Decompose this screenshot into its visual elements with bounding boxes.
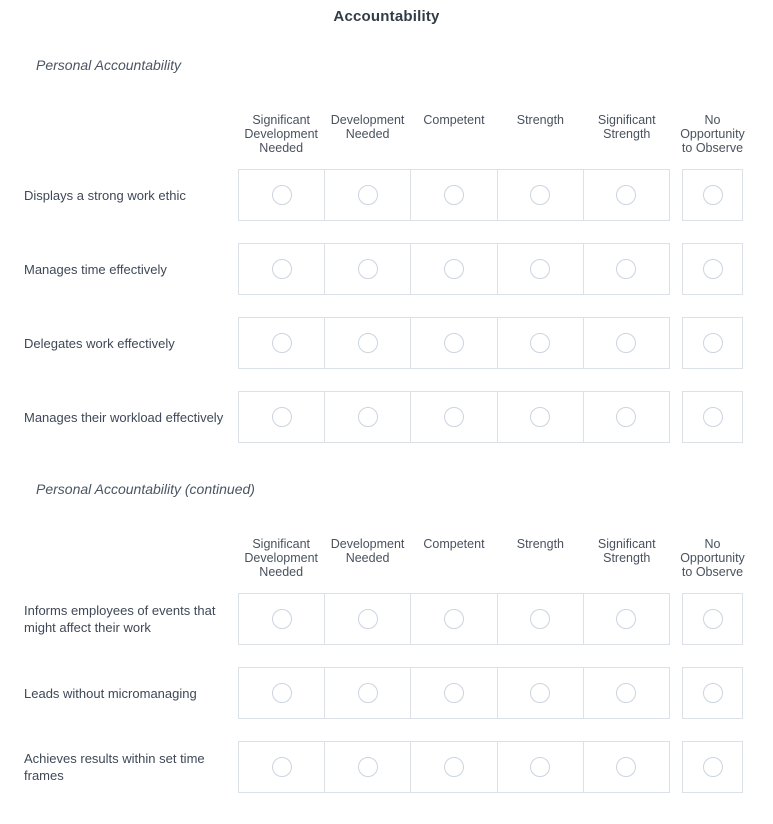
rating-cell-significant-development-needed[interactable] (239, 742, 324, 792)
radio-button[interactable] (616, 185, 636, 205)
rating-cell-development-needed[interactable] (324, 318, 410, 368)
section-heading: Personal Accountability (36, 57, 182, 73)
row-label: Achieves results within set time frames (24, 751, 205, 783)
radio-button[interactable] (272, 609, 292, 629)
radio-button[interactable] (616, 259, 636, 279)
page-title: Accountability (333, 8, 440, 25)
rating-cell-no-opportunity-to-observe[interactable] (682, 667, 743, 719)
rating-cell-group (238, 169, 670, 221)
column-header-competent: Competent (423, 537, 485, 551)
radio-button[interactable] (358, 185, 378, 205)
rating-cell-no-opportunity-to-observe[interactable] (682, 169, 743, 221)
radio-button[interactable] (703, 185, 723, 205)
radio-button[interactable] (272, 683, 292, 703)
rating-cell-significant-development-needed[interactable] (239, 318, 324, 368)
column-header-strength: Strength (516, 537, 564, 551)
matrix-row (0, 593, 773, 645)
radio-button[interactable] (616, 407, 636, 427)
column-header-significant-development-needed: Significant Development Needed (244, 113, 319, 155)
matrix-row (0, 391, 773, 443)
section-personal-accountability-continued (0, 481, 773, 793)
row-label: Displays a strong work ethic (24, 187, 186, 203)
radio-button[interactable] (530, 757, 550, 777)
column-header-wrap (682, 537, 743, 579)
rating-cell-competent[interactable] (410, 170, 496, 220)
section-personal-accountability (0, 57, 773, 443)
rating-cell-group (238, 317, 670, 369)
radio-button[interactable] (272, 333, 292, 353)
radio-button[interactable] (530, 407, 550, 427)
matrix-column-headers (0, 113, 773, 155)
radio-button[interactable] (530, 259, 550, 279)
rating-cell-strength[interactable] (497, 392, 583, 442)
rating-cell-significant-strength[interactable] (583, 594, 669, 644)
radio-button[interactable] (703, 333, 723, 353)
rating-cell-competent[interactable] (410, 668, 496, 718)
rating-cell-significant-development-needed[interactable] (239, 244, 324, 294)
radio-button[interactable] (444, 259, 464, 279)
rating-cell-no-opportunity-to-observe[interactable] (682, 741, 743, 793)
column-header-strength: Strength (516, 113, 564, 127)
rating-cell-group (238, 741, 670, 793)
rating-cell-strength[interactable] (497, 668, 583, 718)
rating-cell-significant-development-needed[interactable] (239, 594, 324, 644)
column-header-significant-strength: Significant Strength (597, 113, 656, 141)
row-label: Manages their workload effectively (24, 409, 224, 425)
column-header-group (238, 113, 670, 155)
radio-button[interactable] (272, 185, 292, 205)
rating-cell-strength[interactable] (497, 244, 583, 294)
rating-cell-group (238, 243, 670, 295)
radio-button[interactable] (616, 609, 636, 629)
radio-button[interactable] (272, 757, 292, 777)
radio-button[interactable] (358, 609, 378, 629)
column-header-development-needed: Development Needed (330, 537, 405, 565)
rating-cell-competent[interactable] (410, 392, 496, 442)
rating-cell-significant-development-needed[interactable] (239, 668, 324, 718)
column-header-significant-strength: Significant Strength (597, 537, 656, 565)
radio-button[interactable] (616, 683, 636, 703)
radio-button[interactable] (530, 683, 550, 703)
rating-cell-group (238, 667, 670, 719)
rating-cell-significant-strength[interactable] (583, 742, 669, 792)
rating-cell-development-needed[interactable] (324, 594, 410, 644)
radio-button[interactable] (444, 757, 464, 777)
radio-button[interactable] (358, 259, 378, 279)
rating-cell-strength[interactable] (497, 742, 583, 792)
rating-cell-significant-strength[interactable] (583, 318, 669, 368)
column-header-significant-development-needed: Significant Development Needed (244, 537, 319, 579)
radio-button[interactable] (530, 333, 550, 353)
rating-cell-competent[interactable] (410, 742, 496, 792)
rating-cell-no-opportunity-to-observe[interactable] (682, 593, 743, 645)
radio-button[interactable] (616, 333, 636, 353)
rating-cell-competent[interactable] (410, 244, 496, 294)
rating-cell-development-needed[interactable] (324, 392, 410, 442)
radio-button[interactable] (616, 757, 636, 777)
matrix-row (0, 317, 773, 369)
radio-button[interactable] (272, 407, 292, 427)
rating-cell-strength[interactable] (497, 318, 583, 368)
rating-cell-no-opportunity-to-observe[interactable] (682, 317, 743, 369)
radio-button[interactable] (530, 185, 550, 205)
radio-button[interactable] (358, 407, 378, 427)
column-header-no-opportunity-to-observe: No Opportunity to Observe (680, 113, 745, 155)
radio-button[interactable] (358, 333, 378, 353)
matrix-row (0, 667, 773, 719)
radio-button[interactable] (703, 407, 723, 427)
rating-cell-competent[interactable] (410, 594, 496, 644)
radio-button[interactable] (703, 757, 723, 777)
radio-button[interactable] (530, 609, 550, 629)
rating-cell-significant-strength[interactable] (583, 244, 669, 294)
column-header-development-needed: Development Needed (330, 113, 405, 141)
radio-button[interactable] (703, 259, 723, 279)
radio-button[interactable] (703, 683, 723, 703)
rating-cell-group (238, 391, 670, 443)
rating-cell-development-needed[interactable] (324, 170, 410, 220)
row-label: Leads without micromanaging (24, 685, 197, 701)
rating-cell-development-needed[interactable] (324, 668, 410, 718)
rating-cell-significant-development-needed[interactable] (239, 392, 324, 442)
radio-button[interactable] (703, 609, 723, 629)
radio-button[interactable] (444, 333, 464, 353)
radio-button[interactable] (272, 259, 292, 279)
matrix-row (0, 741, 773, 793)
radio-button[interactable] (444, 407, 464, 427)
column-header-wrap (682, 113, 743, 155)
rating-cell-competent[interactable] (410, 318, 496, 368)
column-header-competent: Competent (423, 113, 485, 127)
matrix-row (0, 169, 773, 221)
column-header-no-opportunity-to-observe: No Opportunity to Observe (680, 537, 745, 579)
rating-cell-no-opportunity-to-observe[interactable] (682, 391, 743, 443)
rating-cell-no-opportunity-to-observe[interactable] (682, 243, 743, 295)
matrix-column-headers (0, 537, 773, 579)
radio-button[interactable] (444, 185, 464, 205)
row-label: Informs employees of events that might affect their work (24, 603, 216, 635)
rating-cell-strength[interactable] (497, 594, 583, 644)
radio-button[interactable] (444, 609, 464, 629)
matrix-row (0, 243, 773, 295)
column-header-group (238, 537, 670, 579)
section-heading: Personal Accountability (continued) (36, 481, 255, 497)
radio-button[interactable] (358, 683, 378, 703)
rating-cell-development-needed[interactable] (324, 244, 410, 294)
rating-cell-significant-strength[interactable] (583, 668, 669, 718)
radio-button[interactable] (358, 757, 378, 777)
row-label: Delegates work effectively (24, 335, 175, 351)
rating-cell-strength[interactable] (497, 170, 583, 220)
radio-button[interactable] (444, 683, 464, 703)
rating-cell-significant-strength[interactable] (583, 170, 669, 220)
row-label: Manages time effectively (24, 261, 167, 277)
rating-cell-group (238, 593, 670, 645)
rating-cell-development-needed[interactable] (324, 742, 410, 792)
rating-cell-significant-development-needed[interactable] (239, 170, 324, 220)
rating-cell-significant-strength[interactable] (583, 392, 669, 442)
